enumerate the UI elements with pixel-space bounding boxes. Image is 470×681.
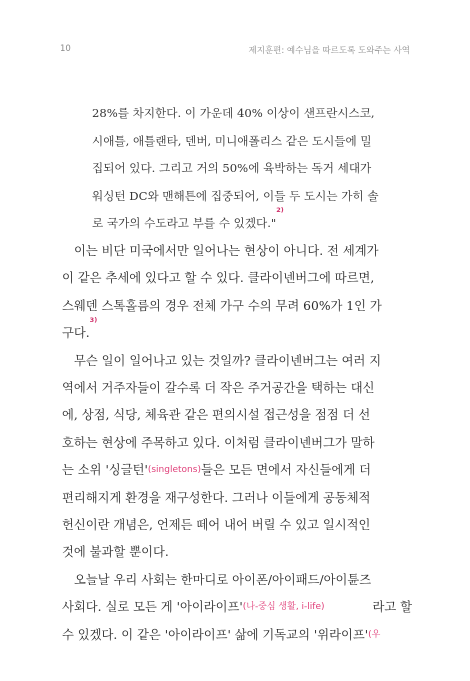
text-line: 이 같은 추세에 있다고 할 수 있다. 클라이넨버그에 따르면,: [62, 271, 375, 286]
english-gloss: (singletons): [147, 465, 201, 476]
text-line: 사회다. 실로 모든 게 '아이라이프' (나-중심 생활, i-life) 라고 할: [62, 594, 412, 621]
paragraph: [62, 348, 412, 567]
footnote-marker: 3): [89, 316, 98, 325]
text-line: 무슨 일이 일어나고 있는 것일까? 클라이넨버그는 여러 지: [74, 353, 382, 368]
running-title: 제지훈편: 예수님을 따르도록 도와주는 사역: [248, 46, 410, 56]
quote-line: 워싱턴 DC와 맨해튼에 집중되어, 이들 두 도시는 가히 솔: [92, 188, 379, 203]
text-line: 역에서 거주자들이 갈수록 더 작은 주거공간을 택하는 대신: [62, 381, 375, 396]
body-text: [62, 238, 412, 649]
text-line: 헌신이란 개념은, 언제든 떼어 내어 버릴 수 있고 일시적인: [62, 518, 371, 533]
english-gloss: (나-중심 생활, i-life): [242, 602, 325, 613]
text-line: 편리해지게 환경을 재구성한다. 그러나 이들에게 공동체적: [62, 490, 371, 505]
text-line: 오늘날 우리 사회는 한마디로 아이폰/아이패드/아이튠즈: [74, 572, 372, 587]
text-line: 구다. 3): [62, 320, 412, 347]
running-header: [60, 44, 410, 56]
page-number: 10: [60, 44, 71, 54]
text-line: 수 있겠다. 이 같은 '아이라이프' 삶에 기독교의 '위라이프' (우: [62, 622, 412, 649]
english-gloss: (우: [368, 629, 381, 640]
block-quote: [92, 100, 384, 238]
paragraph: [62, 238, 412, 348]
text-line: 것에 불과할 뿐이다.: [62, 545, 169, 560]
text-line: 는 소위 '싱글턴' (singletons) 들은 모든 면에서 자신들에게 더: [62, 457, 412, 484]
text-line: 스웨덴 스톡홀름의 경우 전체 가구 수의 무려 60%가 1인 가: [62, 298, 382, 313]
text-line: 호하는 현상에 주목하고 있다. 이처럼 클라이넨버그가 말하: [62, 435, 375, 450]
footnote-marker: 2): [276, 206, 284, 214]
paragraph: [62, 567, 412, 649]
quote-line: 28%를 차지한다. 이 가운데 40% 이상이 샌프란시스코,: [92, 106, 375, 120]
text-line: 에, 상점, 식당, 체육관 같은 편의시설 접근성을 점점 더 선: [62, 408, 371, 423]
quote-line: 시애틀, 애틀랜타, 덴버, 미니애폴리스 같은 도시들에 밀: [92, 133, 372, 148]
quote-line: 로 국가의 수도라고 부를 수 있겠다." 2): [92, 210, 384, 238]
text-line: 이는 비단 미국에서만 일어나는 현상이 아니다. 전 세계가: [74, 244, 379, 258]
quote-line: 집되어 있다. 그리고 거의 50%에 육박하는 독거 세대가: [92, 161, 372, 175]
